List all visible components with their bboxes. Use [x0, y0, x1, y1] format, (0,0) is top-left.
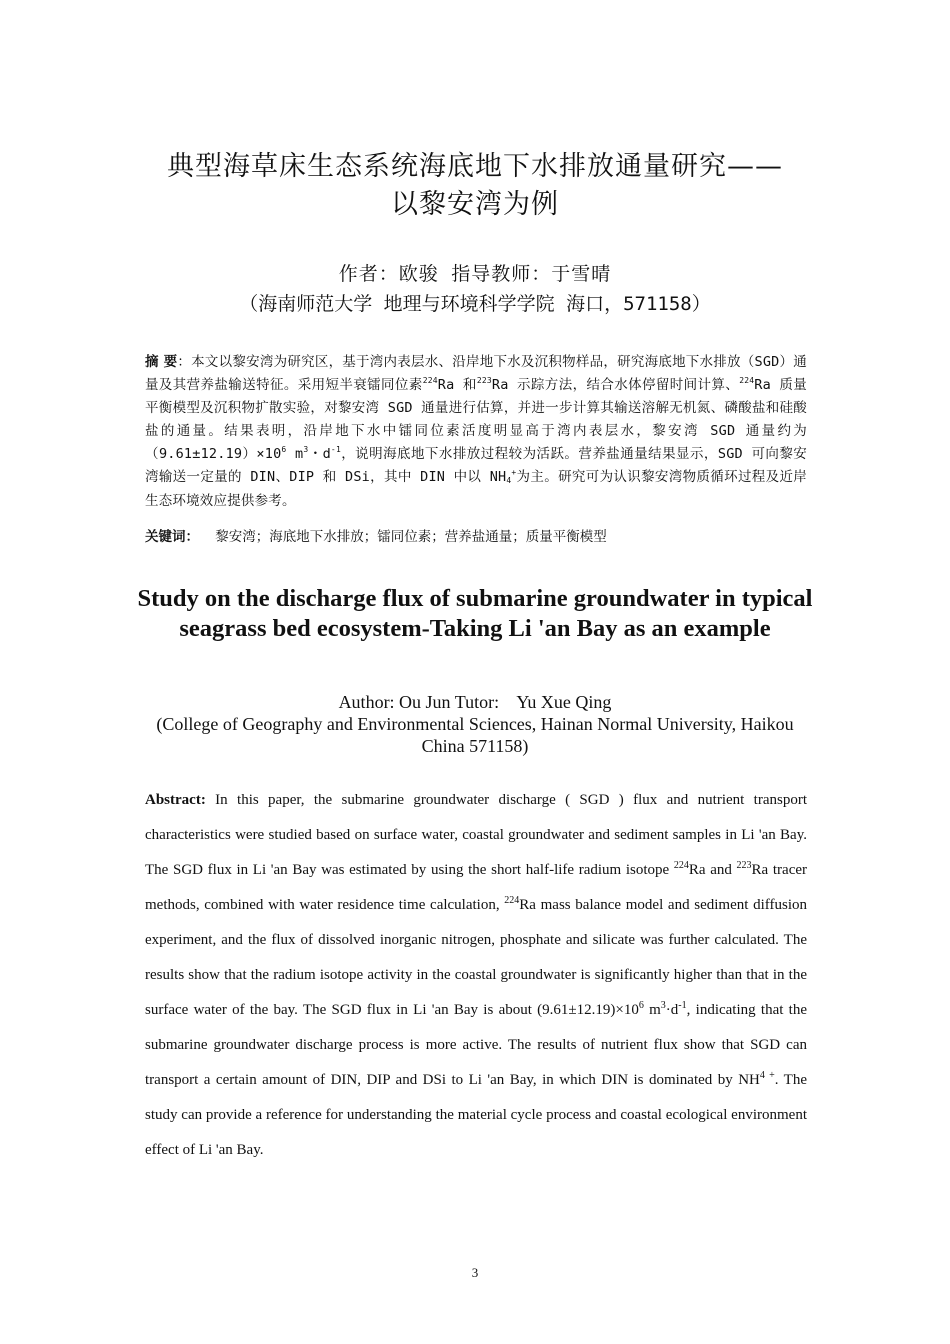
english-abstract-text: Ra tracer methods, combined with water residence time calculation, — [145, 862, 808, 913]
exponent: 3 — [660, 1000, 666, 1011]
english-abstract-label: Abstract: — [145, 792, 206, 808]
isotope-mass-223: 223 — [736, 860, 752, 871]
english-abstract-text: Ra mass balance model and sediment diffusion experiment, and the flux of dissolved inorganic nitrogen, phosphate and silicate was further calculated. The results show that the radium isotope activity in the coastal groundwater is significantly higher than that in the surface water of the bay. The SGD flux in Li 'an Bay is about (9.61±12.19)×10 — [145, 897, 807, 1018]
subscript: 4 — [506, 476, 512, 486]
english-abstract-text: ·d — [665, 1002, 679, 1018]
isotope-mass-224: 224 — [504, 895, 520, 906]
isotope-mass-224: 224 — [739, 376, 755, 386]
isotope-mass-224: 224 — [673, 860, 689, 871]
chinese-keywords-text: 黎安湾；海底地下水排放；镭同位素；营养盐通量；质量平衡模型 — [215, 529, 607, 545]
chinese-title — [100, 148, 850, 224]
english-affiliation: (College of Geography and Environmental Sciences, Hainan Normal University, Haikou China 571158) — [156, 714, 794, 756]
english-abstract-text: . The study can provide a reference for understanding the material cycle process and coastal ecological environment effect of Li 'an Bay. — [145, 1072, 807, 1158]
charge-superscript: 4 + — [759, 1070, 775, 1081]
chinese-abstract-text: ，说明海底地下水排放过程较为活跃。营养盐通量结果显示，SGD 可向黎安湾输送一定量的 DIN、DIP 和 DSi，其中 DIN 中以 NH — [145, 446, 807, 486]
chinese-abstract-text: Ra 质量平衡模型及沉积物扩散实验，对黎安湾 SGD 通量进行估算，并进一步计算其输送溶解无机氮、磷酸盐和硅酸盐的通量。结果表明，沿岸地下水中镭同位素活度明显高于湾内表层水，黎安湾 SGD 通量约为（9.61±12.19）×10 — [145, 377, 808, 463]
chinese-abstract-text: m — [286, 446, 304, 463]
english-author-line: Author: Ou Jun Tutor: Yu Xue Qing — [338, 692, 612, 712]
english-title: Study on the discharge flux of submarine groundwater in typical seagrass bed ecosystem-Taking Li 'an Bay as an example — [137, 585, 813, 642]
isotope-mass-224: 224 — [422, 376, 438, 386]
english-abstract-text: Ra and — [688, 862, 737, 878]
english-abstract-text: m — [643, 1002, 661, 1018]
chinese-abstract-label: 摘 要 — [145, 354, 178, 370]
chinese-title-line-2: 以黎安湾为例 — [391, 189, 559, 220]
chinese-abstract-text: Ra 示踪方法，结合水体停留时间计算、 — [491, 377, 740, 394]
exponent: 3 — [303, 445, 309, 455]
exponent: 6 — [638, 1000, 644, 1011]
chinese-keywords — [145, 526, 807, 549]
chinese-abstract-text: ・d — [308, 446, 331, 463]
chinese-author-line: 作者：欧骏 指导教师：于雪晴 — [338, 263, 612, 285]
chinese-abstract-text: Ra 和 — [437, 377, 477, 394]
chinese-abstract-text: ：本文以黎安湾为研究区，基于湾内表层水、沿岸地下水及沉积物样品，研究海底地下水排放（SGD）通量及其营养盐输送特征。采用短半衰镭同位素 — [145, 354, 807, 394]
chinese-abstract — [145, 351, 807, 513]
exponent: -1 — [330, 445, 341, 455]
chinese-title-line-1: 典型海草床生态系统海底地下水排放通量研究—— — [167, 151, 783, 182]
chinese-affiliation: （海南师范大学 地理与环境科学学院 海口，571158） — [239, 293, 711, 315]
page-number: 3 — [471, 1265, 479, 1280]
english-abstract — [145, 783, 807, 1168]
exponent: -1 — [678, 1000, 687, 1011]
english-abstract-text: , indicating that the submarine groundwater discharge process is more active. The results of nutrient flux show that SGD can transport a certain amount of DIN, DIP and DSi to Li 'an Bay, in which DIN is dominated by NH — [145, 1002, 807, 1088]
charge-superscript: + — [511, 468, 517, 478]
exponent: 6 — [281, 445, 287, 455]
isotope-mass-223: 223 — [476, 376, 492, 386]
chinese-keywords-label: 关键词： — [145, 529, 199, 545]
chinese-abstract-text: 为主。研究可为认识黎安湾物质循环过程及近岸生态环境效应提供参考。 — [145, 469, 807, 509]
english-abstract-text: In this paper, the submarine groundwater discharge ( SGD ) flux and nutrient transport characteristics were studied based on surface water, coastal groundwater and sediment samples in Li 'an Bay. The SGD flux in Li 'an Bay was estimated by using the short half-life radium isotope — [145, 792, 807, 878]
